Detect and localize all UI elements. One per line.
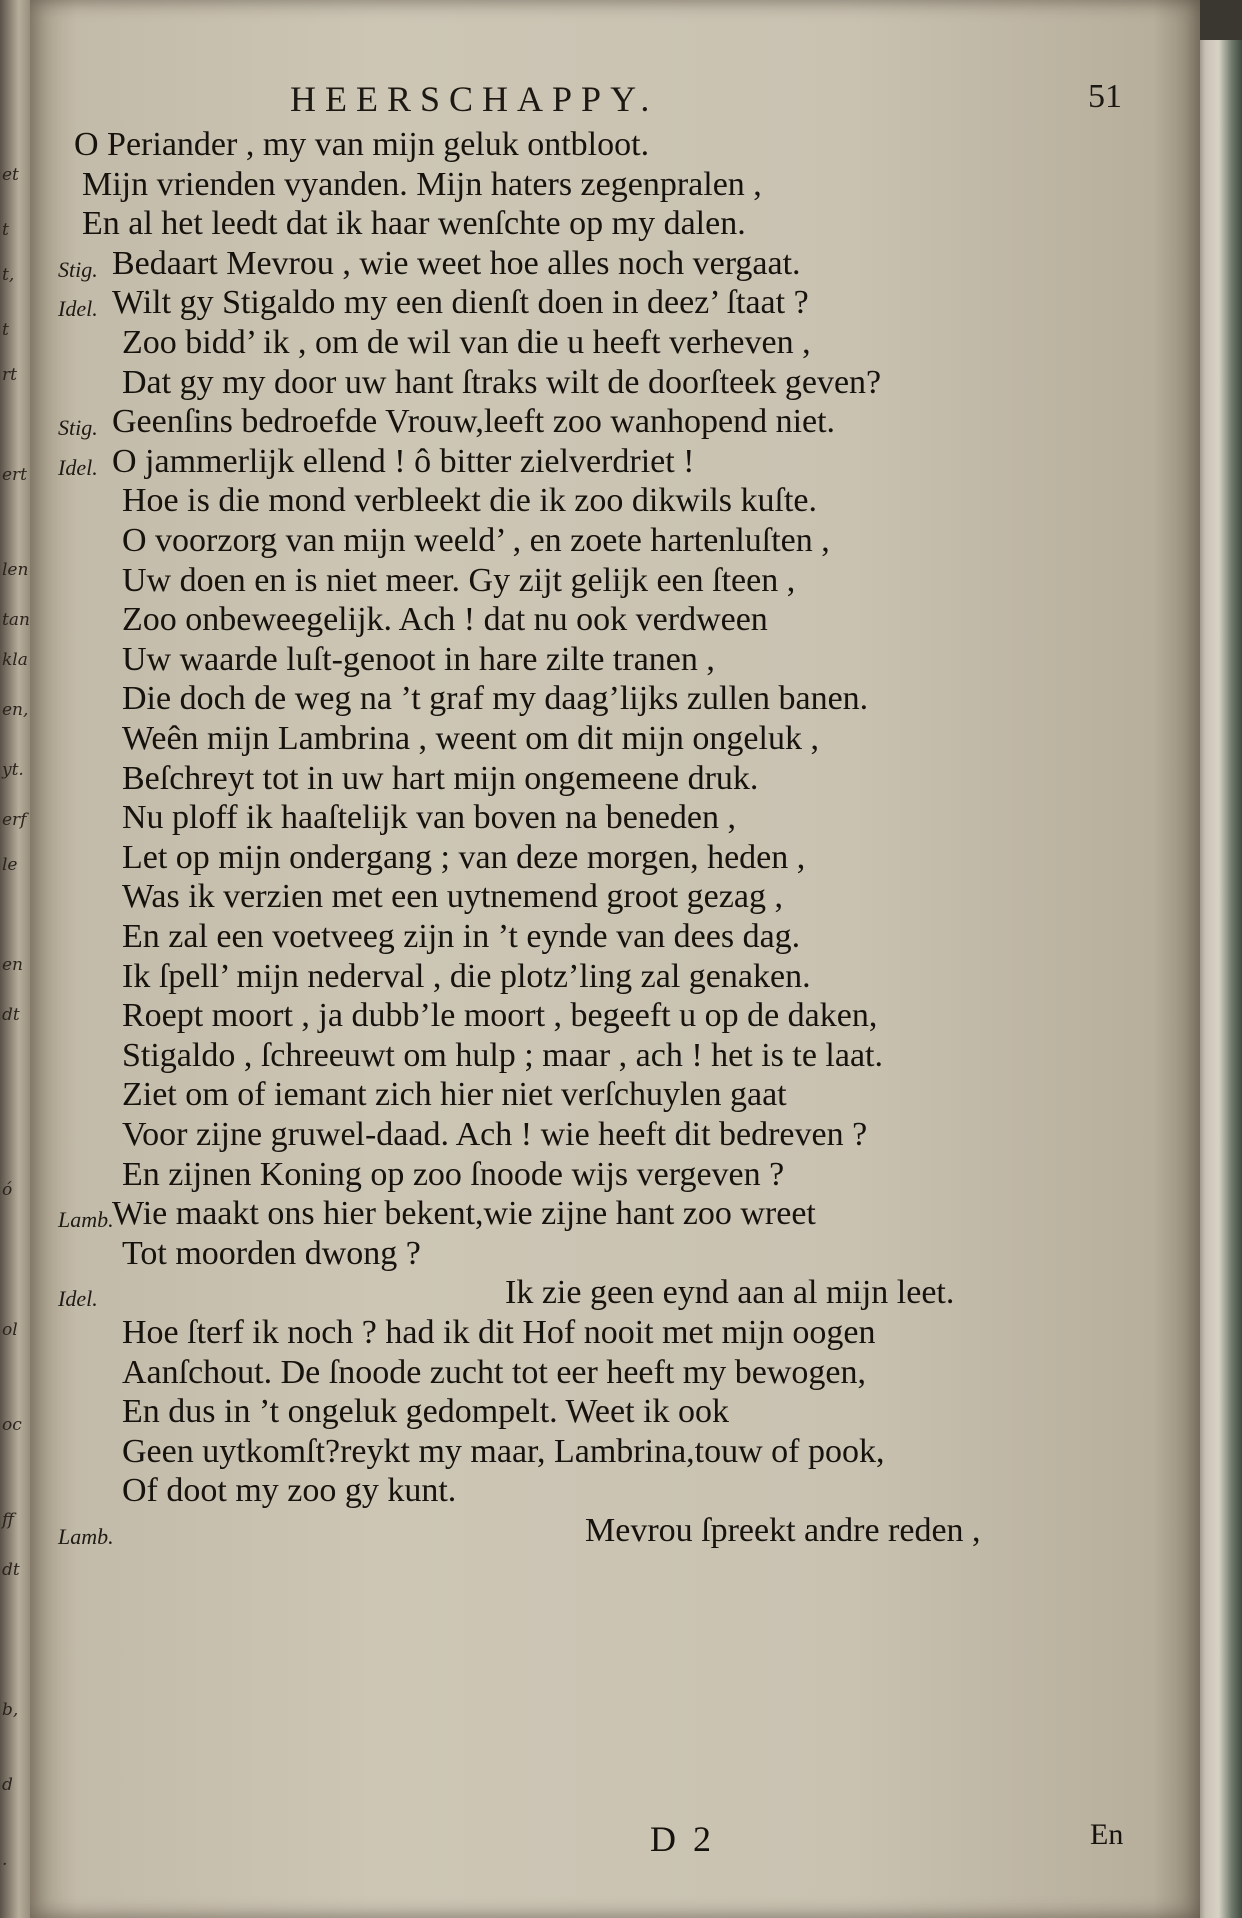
margin-fragment: ó	[2, 1180, 13, 1200]
margin-fragment: oc	[2, 1415, 22, 1435]
verse-line: Geen uytkomſt?reykt my maar, Lambrina,touw of pook,	[122, 1432, 885, 1470]
verse-line: En zal een voetveeg zijn in ’t eynde van dees dag.	[122, 918, 801, 955]
margin-fragment: t	[2, 320, 9, 340]
margin-fragment: ff	[2, 1510, 15, 1530]
adjacent-page-strip	[0, 0, 34, 1918]
margin-fragment: yt.	[2, 760, 24, 780]
verse-line: O Periander , my van mijn geluk ontbloot.	[74, 126, 650, 163]
verse-line: Bedaart Mevrou , wie weet hoe alles noch vergaat.	[112, 244, 801, 282]
margin-fragment: .	[2, 1850, 8, 1870]
margin-fragment: b,	[2, 1700, 19, 1720]
margin-fragment: le	[2, 855, 18, 875]
verse-line: Roept moort , ja dubb’le moort , begeeft u op de daken,	[122, 997, 878, 1035]
verse-line: Mevrou ſpreekt andre reden ,	[585, 1512, 981, 1549]
verse-line: O jammerlijk ellend ! ô bitter zielverdriet !	[112, 442, 695, 480]
signature-mark: D 2	[650, 1819, 715, 1859]
verse-line: Hoe is die mond verbleekt die ik zoo dikwils kuſte.	[122, 482, 817, 520]
speaker-label: Stig.	[58, 415, 98, 441]
verse-line: Voor zijne gruwel-daad. Ach ! wie heeft dit bedreven ?	[122, 1116, 868, 1153]
verse-line: Ik ſpell’ mijn nederval , die plotz’ling zal genaken.	[122, 957, 811, 995]
verse-line: En zijnen Koning op zoo ſnoode wijs vergeven ?	[122, 1155, 785, 1193]
verse-line: Mijn vrienden vyanden. Mijn haters zegenpralen ,	[82, 165, 762, 203]
verse-line: Of doot my zoo gy kunt.	[122, 1472, 457, 1510]
speaker-label: Stig.	[58, 256, 98, 282]
verse-line: Uw waarde luſt-genoot in hare zilte tranen ,	[122, 640, 715, 678]
margin-fragment: dt	[2, 1005, 20, 1025]
verse-line: En al het leedt dat ik haar wenſchte op my dalen.	[82, 205, 746, 243]
verse-line: Weên mijn Lambrina , weent om dit mijn ongeluk ,	[122, 720, 819, 757]
margin-fragment: t	[2, 220, 9, 240]
verse-line: Was ik verzien met een uytnemend groot gezag ,	[122, 878, 783, 916]
verse-line: Wie maakt ons hier bekent,wie zijne hant zoo wreet	[112, 1195, 816, 1233]
verse-line: Stigaldo , ſchreeuwt om hulp ; maar , ach ! het is te laat.	[122, 1036, 883, 1074]
verse-line: Aanſchout. De ſnoode zucht tot eer heeft my bewogen,	[122, 1353, 866, 1391]
verse-line: Geenſins bedroefde Vrouw,leeft zoo wanhopend niet.	[112, 403, 836, 441]
speaker-label: Idel.	[58, 1286, 98, 1312]
margin-fragment: dt	[2, 1560, 20, 1580]
speaker-label: Lamb.	[58, 1524, 114, 1549]
speaker-label: Idel.	[58, 296, 98, 322]
catchword: En	[1090, 1818, 1124, 1851]
margin-fragment: tan	[2, 610, 30, 630]
verse-line: Die doch de weg na ’t graf my daag’lijks zullen banen.	[122, 680, 869, 718]
verse-line: Ik zie geen eynd aan al mijn leet.	[505, 1274, 955, 1312]
speaker-label: Idel.	[58, 454, 98, 480]
verse-line: Tot moorden dwong ?	[122, 1234, 421, 1272]
margin-fragment: et	[2, 165, 19, 185]
verse-line: Zoo onbeweegelijk. Ach ! dat nu ook verdween	[122, 601, 768, 639]
verse-line: Zoo bidd’ ik , om de wil van die u heeft verheven ,	[122, 324, 811, 361]
running-head: HEERSCHAPPY.	[290, 79, 659, 119]
verse-line: Beſchreyt tot in uw hart mijn ongemeene druk.	[122, 759, 759, 797]
margin-fragment: rt	[2, 365, 17, 385]
book-page	[30, 0, 1200, 1918]
margin-fragment: len	[2, 560, 29, 580]
verse-line: Wilt gy Stigaldo my een dienſt doen in deez’ ſtaat ?	[112, 284, 809, 322]
verse-line: Let op mijn ondergang ; van deze morgen, heden ,	[122, 838, 806, 876]
margin-fragment: en	[2, 955, 24, 975]
verse-line: Hoe ſterf ik noch ? had ik dit Hof nooit met mijn oogen	[122, 1314, 876, 1351]
margin-fragment: d	[2, 1775, 13, 1795]
verse-line: Dat gy my door uw hant ſtraks wilt de doorſteek geven?	[122, 363, 882, 401]
verse-line: Nu ploff ik haaſtelijk van boven na beneden ,	[122, 799, 737, 837]
page-number: 51	[1088, 78, 1122, 115]
margin-fragment: t,	[2, 265, 15, 285]
margin-fragment: ert	[2, 465, 28, 485]
speaker-label: Lamb.	[58, 1207, 114, 1233]
verse-line: Uw doen en is niet meer. Gy zijt gelijk een ſteen ,	[122, 561, 796, 599]
margin-fragment: erf	[2, 810, 27, 830]
margin-fragment: ol	[2, 1320, 18, 1340]
verse-line: Ziet om of iemant zich hier niet verſchuylen gaat	[122, 1076, 787, 1114]
margin-fragment: kla	[2, 650, 28, 670]
margin-fragment: en,	[2, 700, 29, 720]
verse-line: En dus in ’t ongeluk gedompelt. Weet ik ook	[122, 1393, 729, 1431]
verse-line: O voorzorg van mijn weeld’ , en zoete hartenluſten ,	[122, 522, 830, 559]
